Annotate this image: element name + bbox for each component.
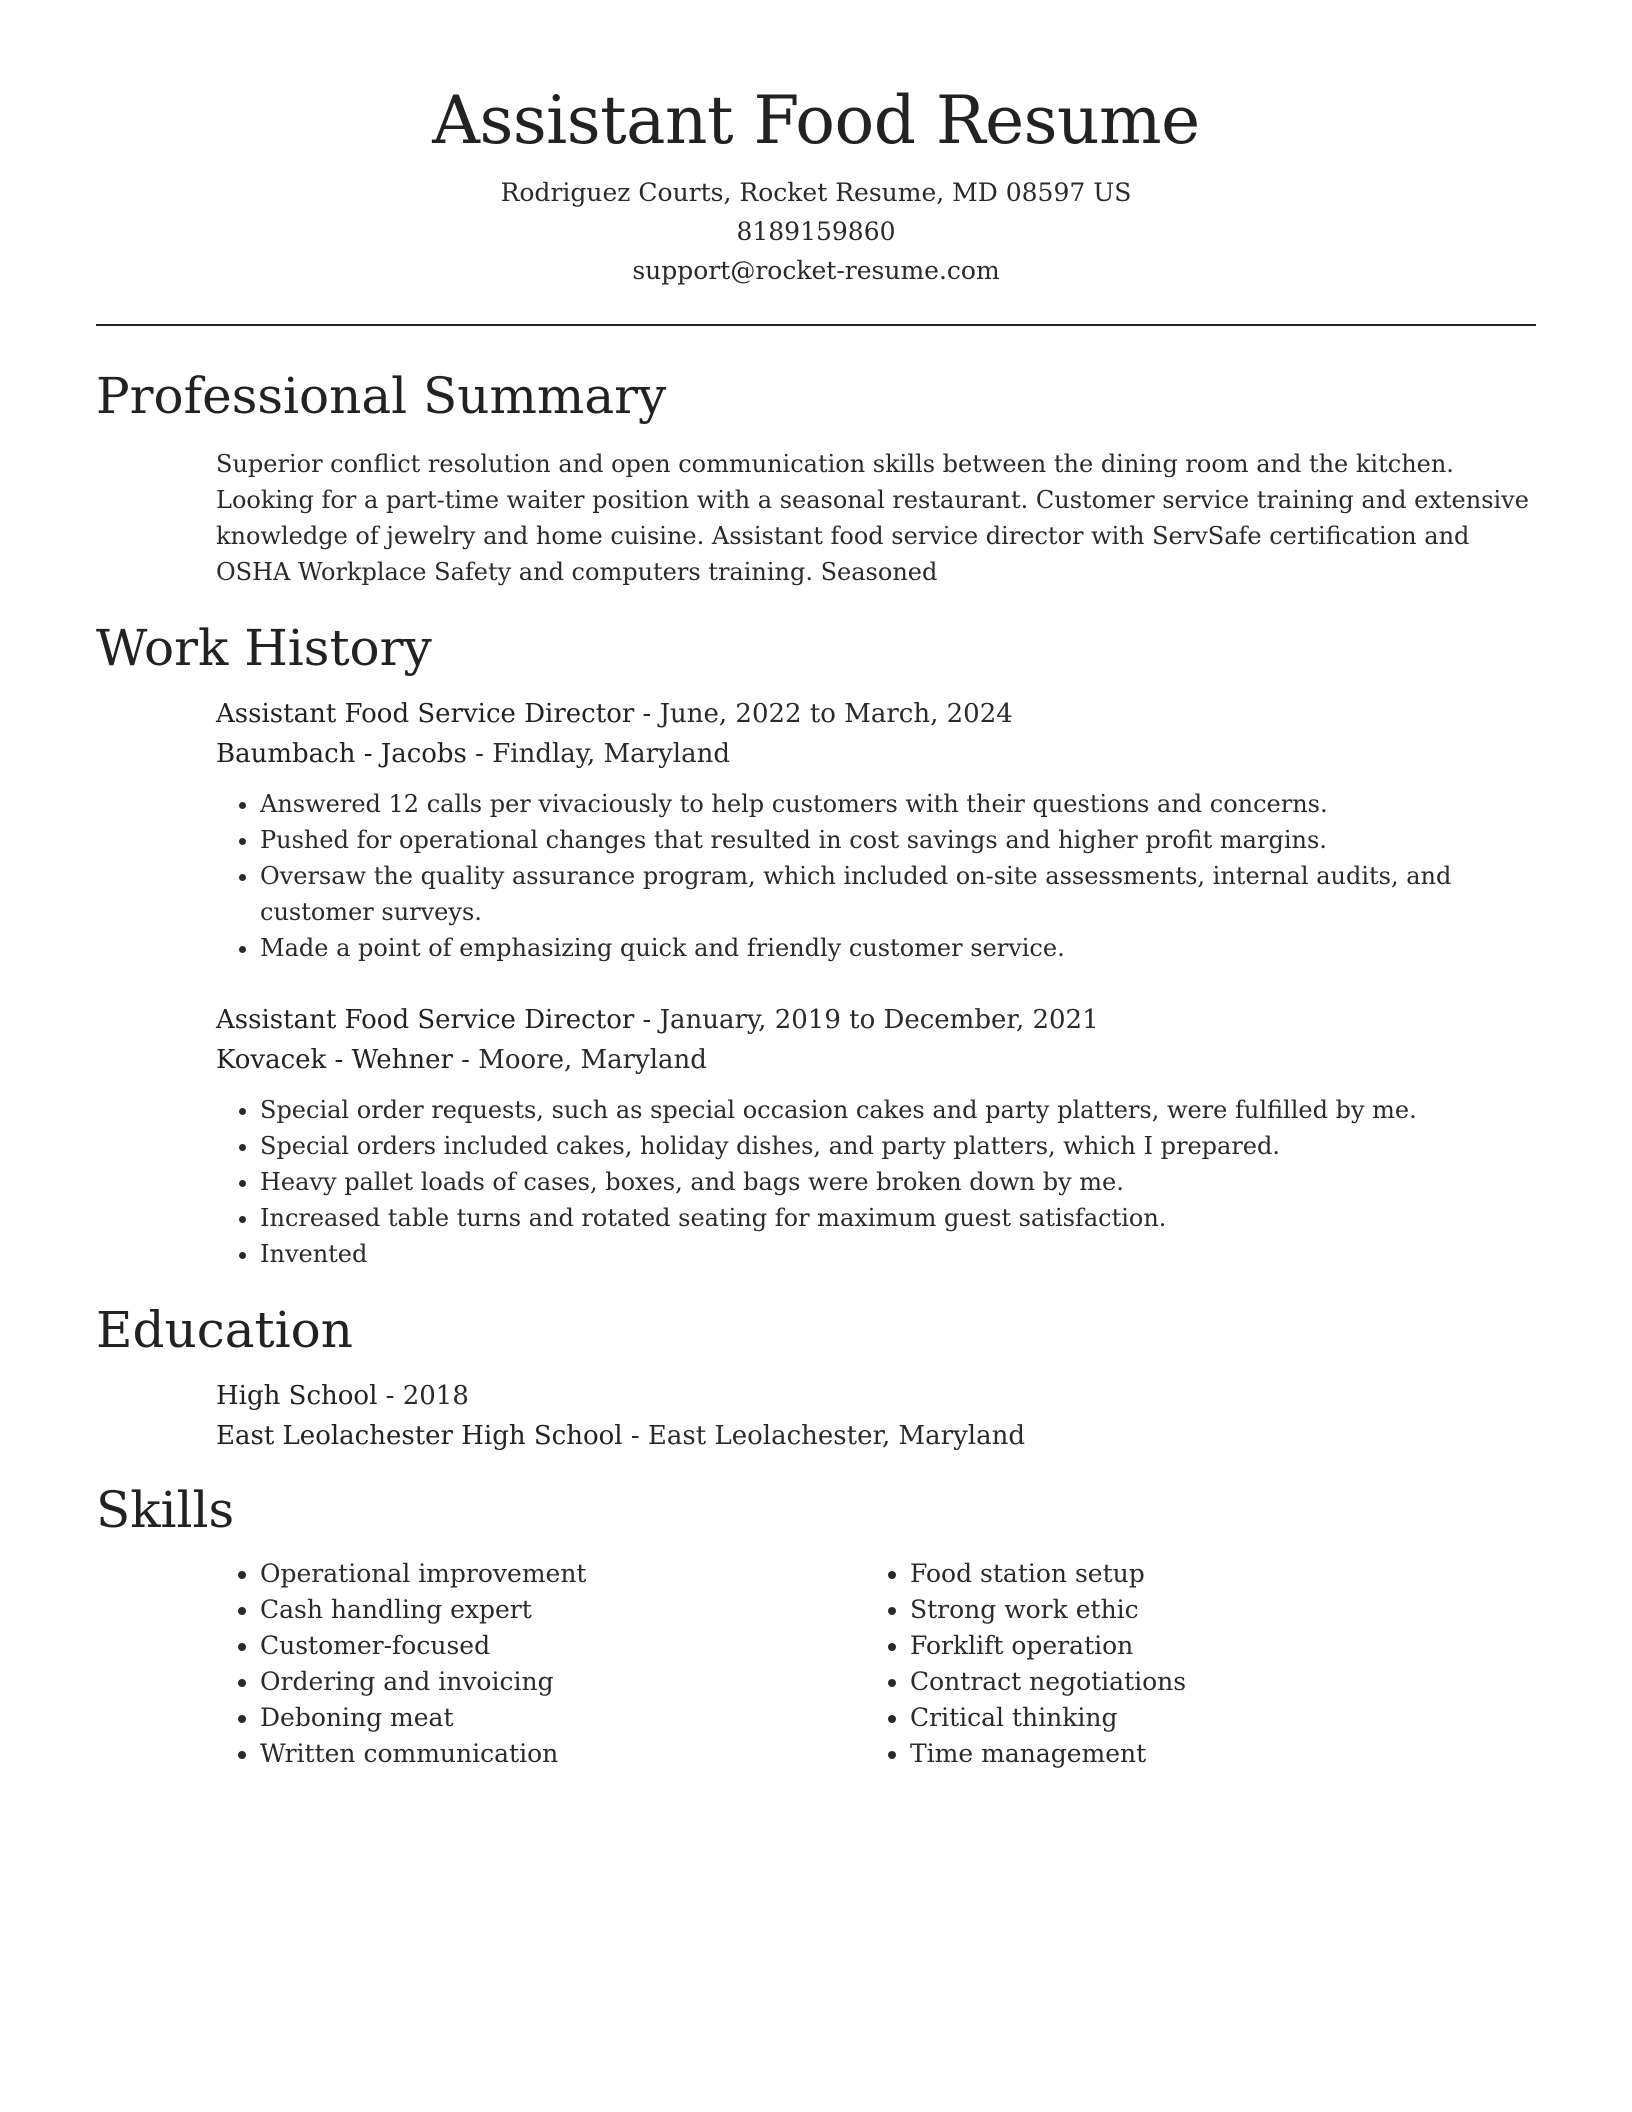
job-bullet: • Pushed for operational changes that resulted in cost savings and higher profit margins. xyxy=(260,822,1536,858)
summary-title: Professional Summary xyxy=(96,366,667,425)
job-bullet: • Answered 12 calls per vivaciously to help customers with their questions and concerns. xyxy=(260,786,1536,822)
skill-item: • Food station setup xyxy=(910,1556,1516,1592)
skills-title: Skills xyxy=(96,1480,235,1539)
job-company: Baumbach - Jacobs xyxy=(216,738,467,769)
skills-section xyxy=(96,1480,1536,1772)
work-history-section xyxy=(96,618,1536,1272)
job-company: Kovacek - Wehner xyxy=(216,1044,453,1075)
education-school: East Leolachester High School xyxy=(216,1420,623,1451)
skill-item: • Deboning meat xyxy=(260,1700,866,1736)
job-title-line xyxy=(216,1000,1536,1040)
job-bullet: • Invented xyxy=(260,1236,1536,1272)
job-dates: - June, 2022 to March, 2024 xyxy=(634,698,1013,729)
job-position: Assistant Food Service Director xyxy=(216,698,635,729)
work-history-body xyxy=(96,694,1536,1272)
skill-item: • Written communication xyxy=(260,1736,866,1772)
header-divider xyxy=(96,324,1536,326)
job-bullet: • Oversaw the quality assurance program, which included on-site assessments, internal audits, and customer surveys. xyxy=(260,858,1536,930)
education-title: Education xyxy=(96,1300,353,1359)
skill-item: • Forklift operation xyxy=(910,1628,1516,1664)
job-bullet: • Special order requests, such as special occasion cakes and party platters, were fulfilled by me. xyxy=(260,1092,1536,1128)
skill-item: • Operational improvement xyxy=(260,1556,866,1592)
skills-grid xyxy=(216,1556,1536,1772)
job-location: - Moore, Maryland xyxy=(452,1044,707,1075)
job-bullet: • Increased table turns and rotated seating for maximum guest satisfaction. xyxy=(260,1200,1536,1236)
skill-item: • Customer-focused xyxy=(260,1628,866,1664)
job-entry xyxy=(216,1000,1536,1272)
job-bullet: • Special orders included cakes, holiday dishes, and party platters, which I prepared. xyxy=(260,1128,1536,1164)
job-company-line xyxy=(216,734,1536,774)
contact-address: Rodriguez Courts, Rocket Resume, MD 08597 US xyxy=(500,177,1132,207)
skill-item: • Strong work ethic xyxy=(910,1592,1516,1628)
education-degree-line xyxy=(216,1376,1536,1416)
skill-item: • Critical thinking xyxy=(910,1700,1516,1736)
contact-info xyxy=(96,173,1536,290)
job-dates: - January, 2019 to December, 2021 xyxy=(634,1004,1099,1035)
skill-item: • Cash handling expert xyxy=(260,1592,866,1628)
skill-item: • Time management xyxy=(910,1736,1516,1772)
education-degree: High School xyxy=(216,1380,378,1411)
job-position: Assistant Food Service Director xyxy=(216,1004,635,1035)
education-section xyxy=(96,1300,1536,1456)
job-title-line xyxy=(216,694,1536,734)
summary-text: Superior conflict resolution and open communication skills between the dining room and the kitchen. Looking for a part-time waiter position with a seasonal restaurant. Customer service training and extensive knowledge of jewelry and home cuisine. Assistant food service director with ServSafe certification and OSHA Workplace Safety and computers training. Seasoned xyxy=(216,449,1529,586)
education-location: - East Leolachester, Maryland xyxy=(622,1420,1025,1451)
skill-item: • Ordering and invoicing xyxy=(260,1664,866,1700)
education-body xyxy=(96,1376,1536,1456)
skills-body xyxy=(96,1556,1536,1772)
job-company-line xyxy=(216,1040,1536,1080)
job-bullet: • Heavy pallet loads of cases, boxes, and bags were broken down by me. xyxy=(260,1164,1536,1200)
job-bullet: • Made a point of emphasizing quick and friendly customer service. xyxy=(260,930,1536,966)
summary-section xyxy=(96,366,1536,590)
job-bullets xyxy=(216,1092,1536,1272)
contact-phone: 8189159860 xyxy=(736,216,896,246)
skills-column-right xyxy=(866,1556,1516,1772)
job-location: - Findlay, Maryland xyxy=(466,738,730,769)
job-bullets xyxy=(216,786,1536,966)
skill-item: • Contract negotiations xyxy=(910,1664,1516,1700)
resume-header xyxy=(96,80,1536,290)
contact-email: support@rocket-resume.com xyxy=(632,255,1000,285)
education-school-line xyxy=(216,1416,1536,1456)
resume-name: Assistant Food Resume xyxy=(432,82,1200,159)
summary-body xyxy=(96,446,1536,590)
education-year: - 2018 xyxy=(377,1380,469,1411)
job-entry xyxy=(216,694,1536,966)
skills-column-left xyxy=(216,1556,866,1772)
work-history-title: Work History xyxy=(96,618,432,677)
